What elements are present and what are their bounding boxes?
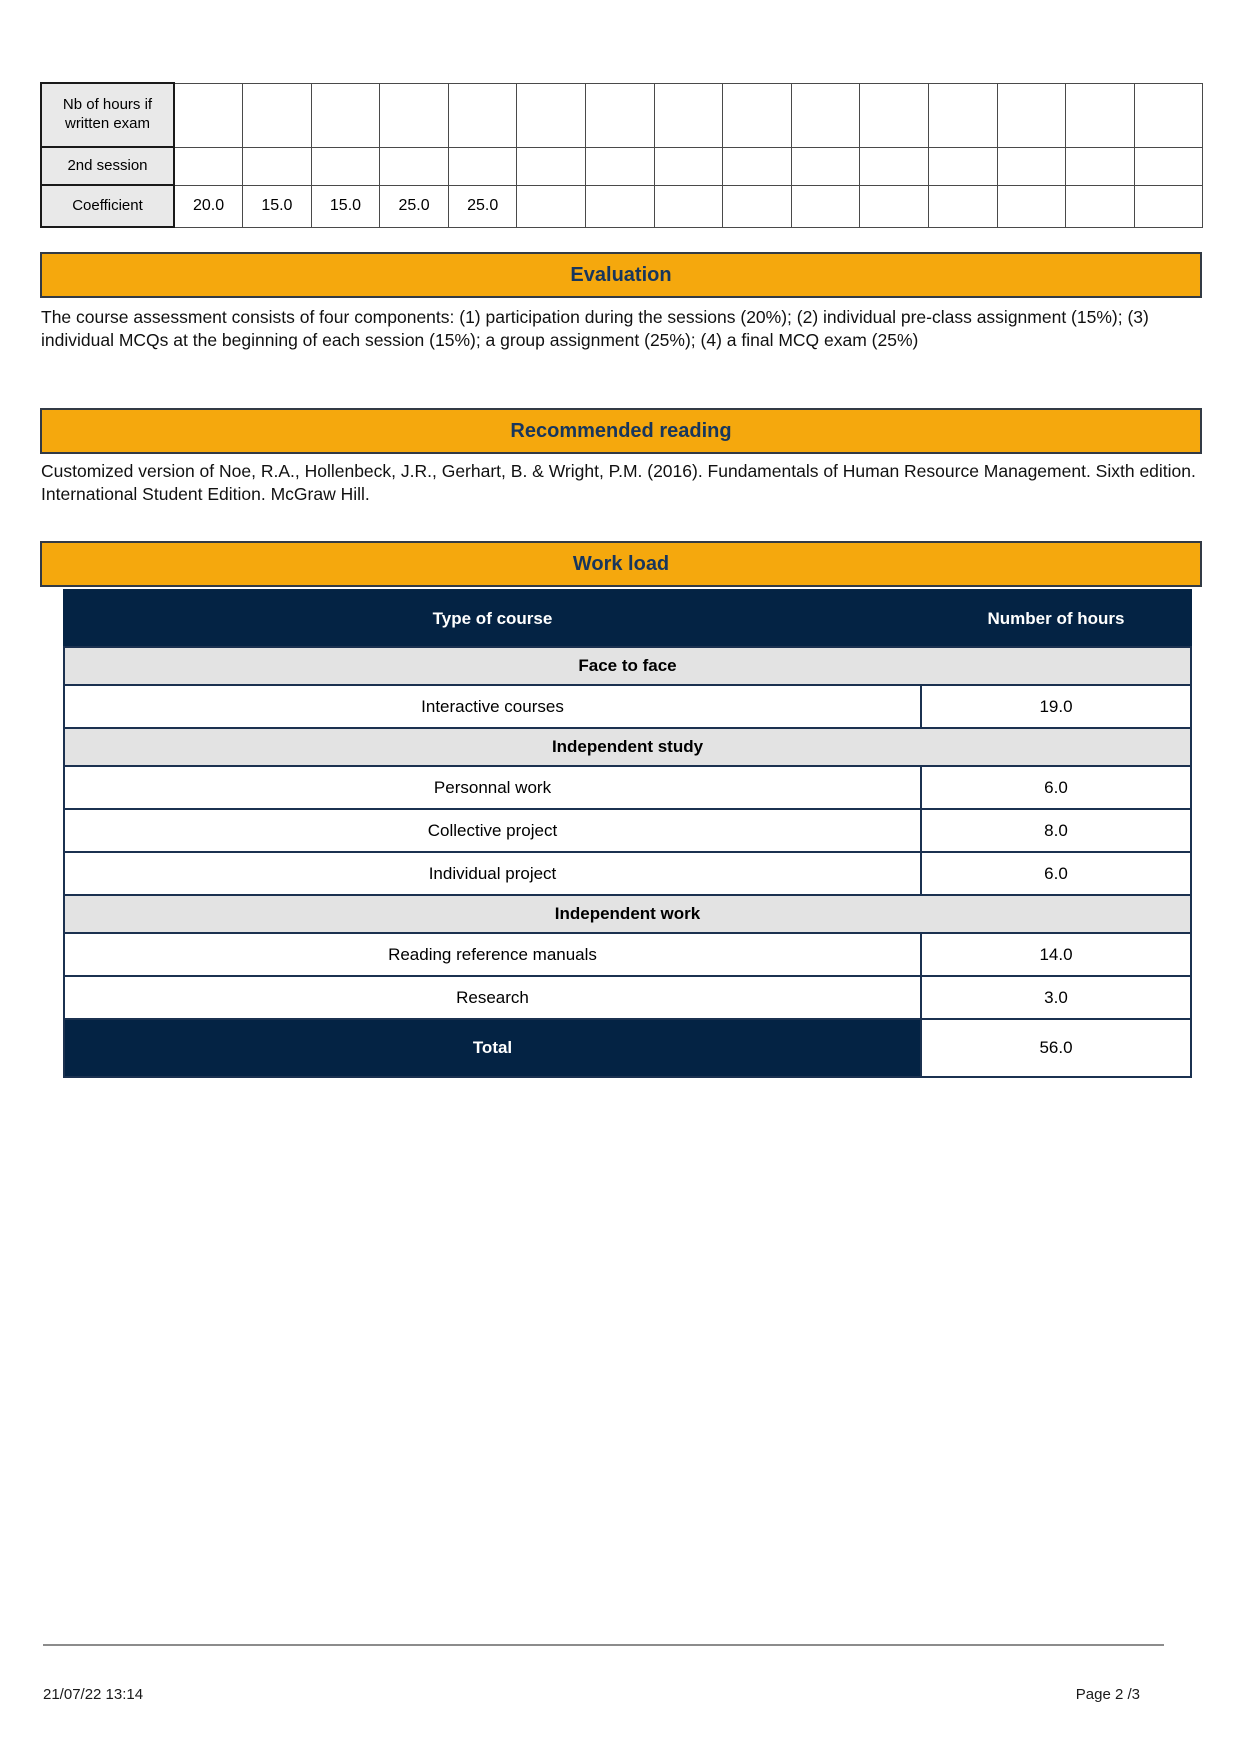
footer-divider (43, 1644, 1164, 1646)
workload-header-row (64, 590, 1191, 647)
total-label: Total (64, 1019, 921, 1077)
hours-cell: 8.0 (921, 809, 1191, 852)
section-row-independent-work: Independent work (64, 895, 1191, 933)
footer (43, 1686, 1140, 1703)
footer-timestamp: 21/07/22 13:14 (43, 1686, 144, 1703)
hours-cell: 14.0 (921, 933, 1191, 976)
coefficient-value: 15.0 (311, 185, 380, 227)
table-row (64, 766, 1191, 809)
section-title: Work load (572, 552, 670, 575)
coefficient-value: 20.0 (174, 185, 243, 227)
course-type-cell: Reading reference manuals (64, 933, 921, 976)
exam-hours-table (40, 82, 1203, 228)
table-row (41, 185, 1203, 227)
section-row-independent-study: Independent study (64, 728, 1191, 766)
table-row (41, 83, 1203, 147)
row-label-2nd-session: 2nd session (41, 147, 174, 185)
course-type-cell: Research (64, 976, 921, 1019)
hours-cell: 3.0 (921, 976, 1191, 1019)
coefficient-value: 25.0 (448, 185, 517, 227)
section-title: Evaluation (570, 263, 672, 286)
row-label-coefficient: Coefficient (41, 185, 174, 227)
table-row (64, 685, 1191, 728)
table-row (64, 809, 1191, 852)
evaluation-text: The course assessment consists of four components: (1) participation during the sessions (20%); (2) individual pre-class assignment (15%); (3) individual MCQs at the beginning of each session (15%); a group assignment (25%); (4) a final MCQ exam (25%) (41, 307, 1149, 350)
total-row (64, 1019, 1191, 1077)
table-row (64, 852, 1191, 895)
table-row (64, 976, 1191, 1019)
table-row (41, 147, 1203, 185)
coefficient-value: 15.0 (243, 185, 312, 227)
section-banner-work-load (40, 541, 1202, 587)
total-hours: 56.0 (921, 1019, 1191, 1077)
hours-cell: 6.0 (921, 766, 1191, 809)
course-type-cell: Individual project (64, 852, 921, 895)
course-type-cell: Interactive courses (64, 685, 921, 728)
column-header-number-of-hours: Number of hours (921, 590, 1191, 647)
recommended-reading-text: Customized version of Noe, R.A., Hollenbeck, J.R., Gerhart, B. & Wright, P.M. (2016). Fundamentals of Human Resource Management. Sixth edition. International Student Edition. McGraw Hill. (41, 461, 1196, 504)
hours-cell: 19.0 (921, 685, 1191, 728)
section-banner-recommended-reading (40, 408, 1202, 454)
coefficient-value: 25.0 (380, 185, 449, 227)
section-title: Recommended reading (510, 419, 732, 442)
section-row-face-to-face: Face to face (64, 647, 1191, 685)
footer-page-number: Page 2 /3 (1075, 1686, 1140, 1703)
column-header-type-of-course: Type of course (64, 590, 921, 647)
hours-cell: 6.0 (921, 852, 1191, 895)
section-banner-evaluation (40, 252, 1202, 298)
course-type-cell: Collective project (64, 809, 921, 852)
workload-table (63, 589, 1192, 1078)
course-type-cell: Personnal work (64, 766, 921, 809)
table-row (64, 933, 1191, 976)
row-label-nb-hours-written-exam: Nb of hours if written exam (41, 83, 174, 147)
